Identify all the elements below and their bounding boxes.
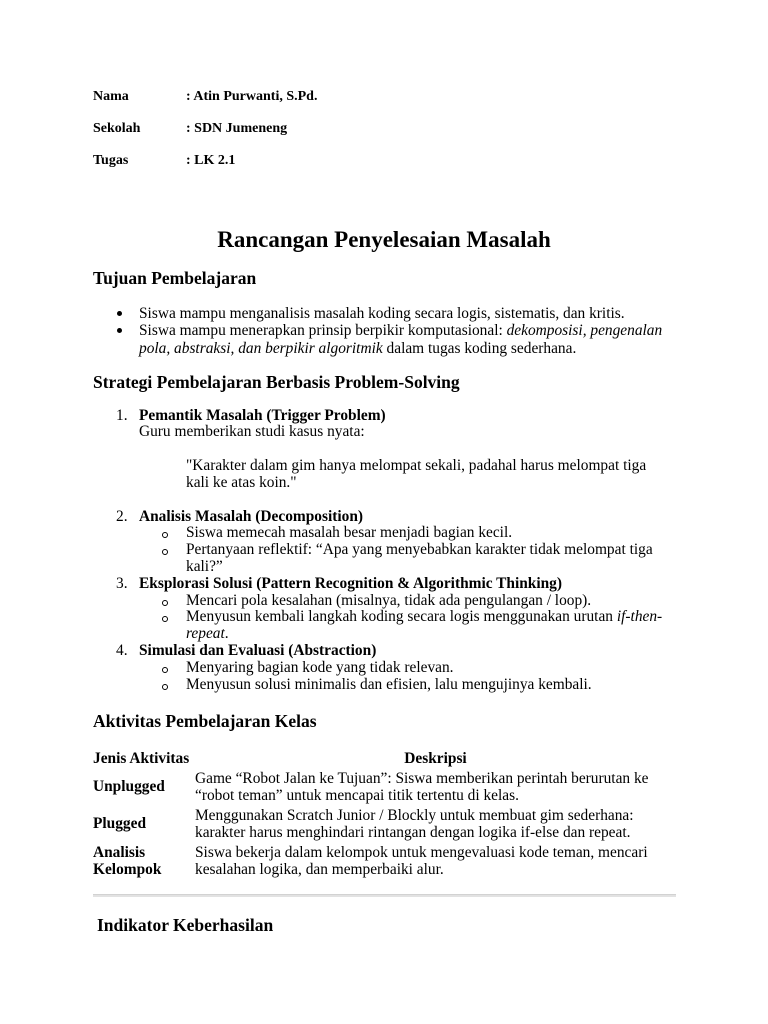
- step-title: Pemantik Masalah (Trigger Problem): [139, 406, 386, 424]
- section-heading-indicators: Indikator Keberhasilan: [97, 915, 274, 935]
- objective-text: Siswa mampu menerapkan prinsip berpikir komputasional:: [139, 322, 503, 339]
- step-number: 3.: [116, 574, 128, 592]
- step-number: 1.: [116, 406, 128, 424]
- field-nama: [93, 88, 593, 105]
- point-emphasis: if-then-repeat: [186, 608, 663, 643]
- table-row: [93, 844, 676, 878]
- list-item: [139, 305, 676, 323]
- column-header-description: Deskripsi: [404, 749, 467, 767]
- field-label: Sekolah: [93, 120, 141, 136]
- point-item: [186, 677, 676, 694]
- point-text-end: .: [224, 625, 229, 643]
- step-title: Simulasi dan Evaluasi (Abstraction): [139, 642, 377, 660]
- step-points: [139, 660, 676, 694]
- horizontal-divider: [93, 894, 676, 897]
- point-text: Menyusun solusi minimalis dan efisien, lalu mengujinya kembali.: [186, 675, 592, 693]
- section-heading-activities: Aktivitas Pembelajaran Kelas: [93, 711, 317, 731]
- field-label: Tugas: [93, 152, 129, 168]
- section-heading-objectives: Tujuan Pembelajaran: [93, 268, 257, 288]
- circle-bullet-icon: [162, 667, 168, 673]
- field-value: : LK 2.1: [186, 152, 236, 168]
- step-number: 2.: [116, 507, 128, 525]
- bullet-icon: [117, 311, 122, 316]
- point-item: [186, 542, 676, 576]
- step-title: Analisis Masalah (Decomposition): [139, 507, 364, 525]
- point-text: Siswa memecah masalah besar menjadi bagian kecil.: [186, 524, 513, 542]
- point-item: [186, 525, 676, 542]
- field-label: Nama: [93, 88, 129, 104]
- activity-description: Siswa bekerja dalam kelompok untuk mengevaluasi kode teman, mencari kesalahan logika, dan memperbaiki alur.: [195, 843, 648, 878]
- section-heading-strategy: Strategi Pembelajaran Berbasis Problem-Solving: [93, 372, 460, 392]
- step-points: [139, 593, 676, 643]
- point-text: Pertanyaan reflektif: “Apa yang menyebabkan karakter tidak melompat tiga kali?”: [186, 541, 653, 576]
- activity-type: Plugged: [93, 815, 147, 832]
- circle-bullet-icon: [162, 549, 168, 555]
- bullet-icon: [117, 328, 122, 333]
- step-item: [116, 574, 676, 643]
- circle-bullet-icon: [162, 532, 168, 538]
- field-sekolah: [93, 120, 593, 137]
- table-row: [93, 807, 676, 841]
- step-item: [116, 406, 676, 492]
- circle-bullet-icon: [162, 600, 168, 606]
- point-item: [186, 660, 676, 677]
- document-title: Rancangan Penyelesaian Masalah: [217, 227, 551, 252]
- point-text: Mencari pola kesalahan (misalnya, tidak ada pengulangan / loop).: [186, 591, 592, 609]
- activity-type: Analisis Kelompok: [93, 843, 162, 878]
- activity-description: Game “Robot Jalan ke Tujuan”: Siswa memberikan perintah berurutan ke “robot teman” untuk mencapai titik tertentu di kelas.: [195, 769, 649, 804]
- field-value: : Atin Purwanti, S.Pd.: [186, 88, 318, 104]
- activities-table: [93, 747, 676, 881]
- step-title: Eksplorasi Solusi (Pattern Recognition & Algorithmic Thinking): [139, 574, 563, 592]
- point-text: Menyaring bagian kode yang tidak relevan.: [186, 658, 454, 676]
- list-item: [139, 322, 676, 357]
- point-item: [186, 593, 676, 610]
- step-item: [116, 642, 676, 693]
- step-points: [139, 525, 676, 575]
- point-item: [186, 609, 676, 643]
- step-number: 4.: [116, 642, 128, 660]
- circle-bullet-icon: [162, 616, 168, 622]
- field-tugas: [93, 152, 593, 169]
- column-header-type: Jenis Aktivitas: [93, 749, 190, 767]
- step-text: Guru memberikan studi kasus nyata:: [139, 423, 365, 441]
- circle-bullet-icon: [162, 684, 168, 690]
- strategy-steps: [116, 406, 676, 694]
- table-header-row: [93, 750, 676, 767]
- objective-emphasis: dekomposisi, pengenalan pola, abstraksi, dan berpikir algoritmik: [139, 322, 663, 357]
- table-row: [93, 770, 676, 804]
- objective-text: Siswa mampu menganalisis masalah koding secara logis, sistematis, dan kritis.: [139, 304, 625, 322]
- case-quote: "Karakter dalam gim hanya melompat sekali, padahal harus melompat tiga kali ke atas koin.": [186, 457, 647, 491]
- point-text: Menyusun kembali langkah koding secara logis menggunakan urutan: [186, 608, 613, 626]
- field-value: : SDN Jumeneng: [186, 120, 288, 136]
- activity-type: Unplugged: [93, 778, 165, 795]
- step-item: [116, 507, 676, 576]
- objective-text-end: dalam tugas koding sederhana.: [386, 339, 577, 357]
- activity-description: Menggunakan Scratch Junior / Blockly untuk membuat gim sederhana: karakter harus menghindari rintangan dengan logika if-else dan repeat.: [195, 806, 634, 841]
- objectives-list: [139, 305, 676, 358]
